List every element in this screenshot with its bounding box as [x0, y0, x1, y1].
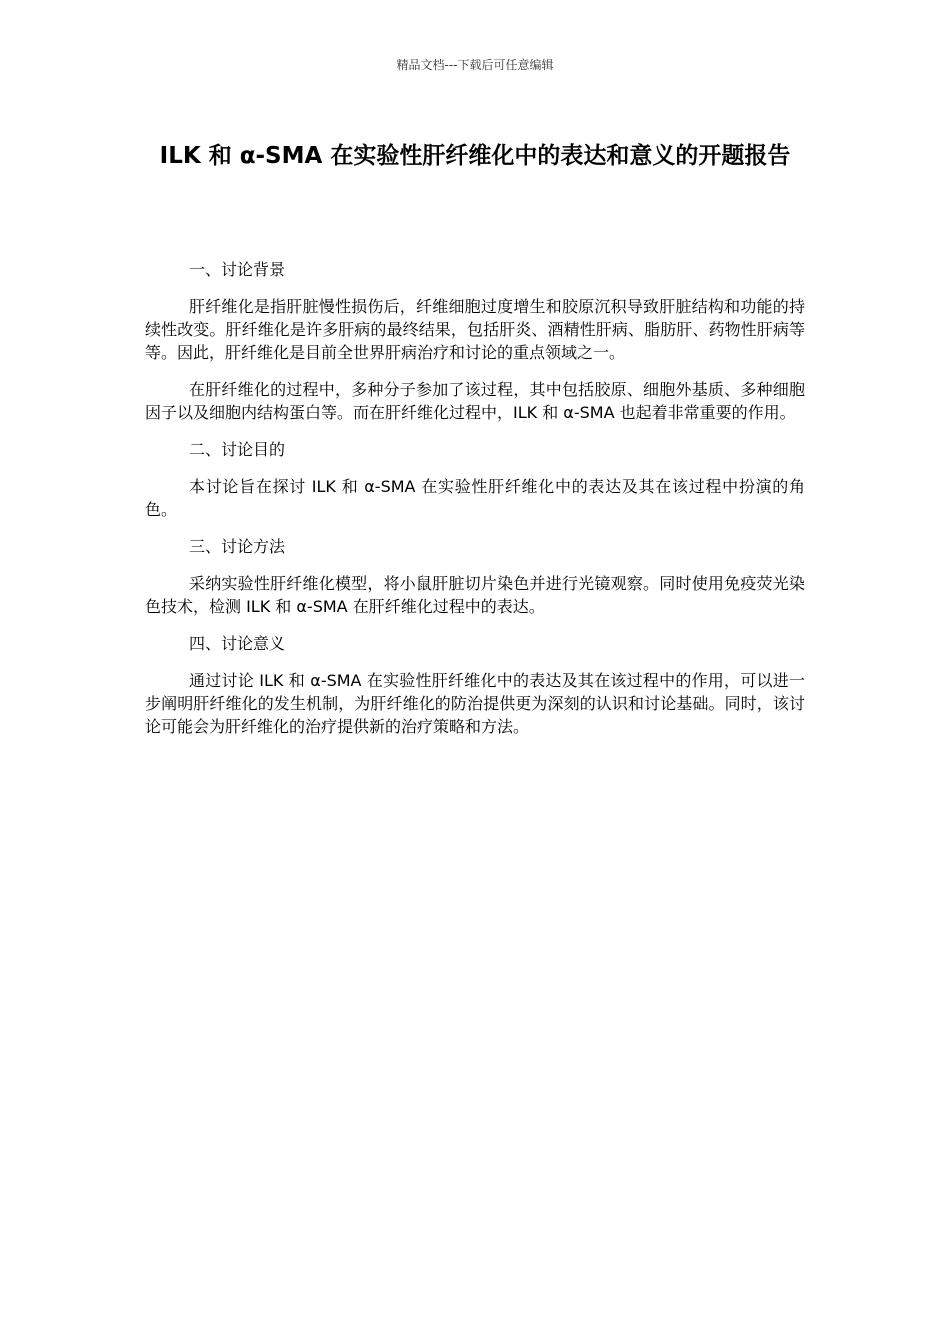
document-title: ILK 和 α-SMA 在实验性肝纤维化中的表达和意义的开题报告: [159, 143, 791, 169]
body-paragraph: 采纳实验性肝纤维化模型，将小鼠肝脏切片染色并进行光镜观察。同时使用免疫荧光染色技术，检测 ILK 和 α-SMA 在肝纤维化过程中的表达。: [145, 574, 805, 616]
section-heading: 三、讨论方法: [189, 537, 286, 556]
body-paragraph: 肝纤维化是指肝脏慢性损伤后，纤维细胞过度增生和胶原沉积导致肝脏结构和功能的持续性改变。肝纤维化是许多肝病的最终结果，包括肝炎、酒精性肝病、脂肪肝、药物性肝病等等。因此，肝纤维化是目前全世界肝病治疗和讨论的重点领域之一。: [145, 297, 805, 362]
section-heading: 一、讨论背景: [189, 260, 286, 279]
body-paragraph: 本讨论旨在探讨 ILK 和 α-SMA 在实验性肝纤维化中的表达及其在该过程中扮演的角色。: [145, 477, 805, 519]
section-heading: 四、讨论意义: [189, 634, 286, 653]
header-watermark: 精品文档---下载后可任意编辑: [396, 58, 554, 72]
document-body: [145, 258, 805, 752]
section-background: [145, 258, 805, 424]
body-paragraph: 通过讨论 ILK 和 α-SMA 在实验性肝纤维化中的表达及其在该过程中的作用，可以进一步阐明肝纤维化的发生机制，为肝纤维化的防治提供更为深刻的认识和讨论基础。同时，该讨论可能会为肝纤维化的治疗提供新的治疗策略和方法。: [145, 671, 805, 736]
body-paragraph: 在肝纤维化的过程中，多种分子参加了该过程，其中包括胶原、细胞外基质、多种细胞因子以及细胞内结构蛋白等。而在肝纤维化过程中，ILK 和 α-SMA 也起着非常重要的作用。: [145, 380, 805, 422]
section-method: [145, 535, 805, 618]
section-purpose: [145, 438, 805, 521]
section-significance: [145, 632, 805, 738]
section-heading: 二、讨论目的: [189, 440, 286, 459]
